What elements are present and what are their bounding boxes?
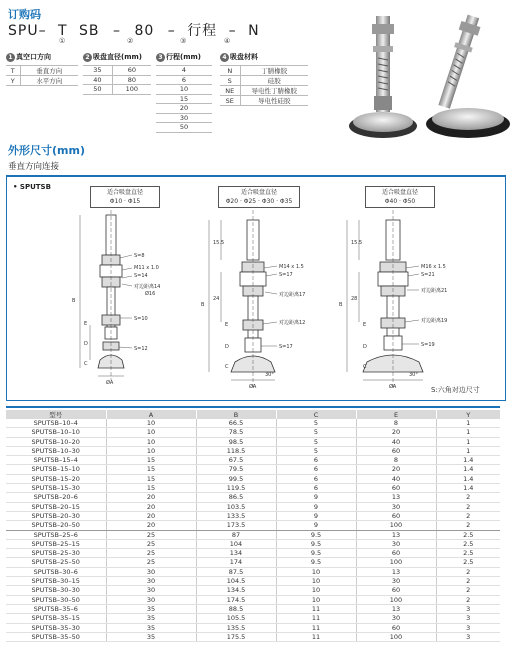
marker-4: ④ bbox=[224, 37, 231, 45]
table-cell: 174 bbox=[196, 558, 276, 567]
table-cell: 3 bbox=[436, 604, 500, 613]
table-row bbox=[6, 428, 500, 437]
code-diameter: 80 bbox=[134, 23, 155, 39]
table-cell: 9 bbox=[276, 511, 356, 520]
table-cell: 1.4 bbox=[436, 456, 500, 465]
table-cell: 133.5 bbox=[196, 511, 276, 520]
svg-text:S=17: S=17 bbox=[279, 344, 293, 350]
table-cell: 2.5 bbox=[436, 539, 500, 548]
table-cell: 2 bbox=[436, 567, 500, 576]
table-cell: 175.5 bbox=[196, 632, 276, 641]
table-cell: SPUTSB–30–15 bbox=[6, 577, 106, 586]
table-row bbox=[6, 539, 500, 548]
table-cell: 15 bbox=[106, 465, 196, 474]
table-cell: 2 bbox=[436, 586, 500, 595]
table-cell: 30 bbox=[106, 586, 196, 595]
table-cell: 30 bbox=[106, 567, 196, 576]
dimensions-subtitle: 垂直方向连接 bbox=[8, 162, 60, 172]
table-cell: 6 bbox=[276, 456, 356, 465]
svg-text:S=8: S=8 bbox=[134, 253, 145, 259]
table-cell: 1.4 bbox=[436, 474, 500, 483]
code-series: SB bbox=[79, 23, 100, 39]
svg-text:ØA: ØA bbox=[106, 380, 114, 386]
table-cell: SPUTSB–10–4 bbox=[6, 419, 106, 428]
table-cell: 2 bbox=[436, 502, 500, 511]
table-cell: 15 bbox=[106, 474, 196, 483]
column-header: B bbox=[196, 410, 276, 419]
table-cell: 1.4 bbox=[436, 484, 500, 493]
column-header: A bbox=[106, 410, 196, 419]
svg-text:对边距离17: 对边距离17 bbox=[279, 292, 306, 298]
svg-text:E: E bbox=[363, 322, 367, 328]
table-cell: SPUTSB–25–15 bbox=[6, 539, 106, 548]
table-cell: 35 bbox=[106, 632, 196, 641]
table-cell: 30 bbox=[106, 577, 196, 586]
table-cell: 30 bbox=[356, 502, 436, 511]
svg-text:对边距离19: 对边距离19 bbox=[421, 318, 448, 324]
svg-text:ØA: ØA bbox=[389, 384, 397, 390]
table-cell: 2 bbox=[436, 511, 500, 520]
table-cell: 5 bbox=[276, 437, 356, 446]
svg-text:C: C bbox=[363, 364, 367, 370]
svg-text:B: B bbox=[339, 302, 343, 308]
table-cell: 9.5 bbox=[276, 558, 356, 567]
table-cell: 9.5 bbox=[276, 539, 356, 548]
table-cell: SPUTSB–15–20 bbox=[6, 474, 106, 483]
table-cell: 134.5 bbox=[196, 586, 276, 595]
marker-1: ① bbox=[59, 37, 66, 45]
svg-text:D: D bbox=[84, 341, 88, 347]
svg-text:S=17: S=17 bbox=[279, 272, 293, 278]
table-cell: 11 bbox=[276, 632, 356, 641]
table-cell: 100 bbox=[356, 632, 436, 641]
table-cell: SPUTSB–25–6 bbox=[6, 530, 106, 539]
table-cell: 10 bbox=[106, 419, 196, 428]
table-cell: 3 bbox=[436, 614, 500, 623]
marker-3: ③ bbox=[180, 37, 187, 45]
table-cell: 60 bbox=[356, 586, 436, 595]
svg-text:30°: 30° bbox=[265, 372, 274, 378]
table-cell: 105.5 bbox=[196, 614, 276, 623]
drawing-3-caption: 适合吸盘直径 Φ40 · Φ50 bbox=[365, 186, 435, 208]
table-cell: 60 bbox=[356, 446, 436, 455]
table-cell: 20 bbox=[106, 493, 196, 502]
table-cell: 25 bbox=[106, 530, 196, 539]
table-cell: 40 bbox=[356, 437, 436, 446]
code-dash: – bbox=[167, 23, 176, 39]
table-row bbox=[6, 437, 500, 446]
table-cell: SPUTSB–25–50 bbox=[6, 558, 106, 567]
table-cell: 100 bbox=[356, 595, 436, 604]
table-cell: 103.5 bbox=[196, 502, 276, 511]
table-row bbox=[6, 623, 500, 632]
svg-text:15.5: 15.5 bbox=[213, 240, 225, 246]
table-cell: 99.5 bbox=[196, 474, 276, 483]
table-row bbox=[6, 511, 500, 520]
table-cell: 30 bbox=[356, 614, 436, 623]
table-cell: SPUTSB–10–30 bbox=[6, 446, 106, 455]
table-cell: SPUTSB–15–10 bbox=[6, 465, 106, 474]
table-cell: 2 bbox=[436, 577, 500, 586]
svg-text:B: B bbox=[201, 302, 205, 308]
table-cell: 13 bbox=[356, 567, 436, 576]
table-cell: 13 bbox=[356, 493, 436, 502]
table-cell: 13 bbox=[356, 604, 436, 613]
table-row bbox=[6, 493, 500, 502]
table-cell: 10 bbox=[276, 595, 356, 604]
table-cell: 1.4 bbox=[436, 465, 500, 474]
code-stroke: 行程 bbox=[187, 23, 218, 39]
table-row bbox=[6, 456, 500, 465]
drawing-2-caption: 适合吸盘直径 Φ20 · Φ25 · Φ30 · Φ35 bbox=[218, 186, 300, 208]
table-cell: 78.5 bbox=[196, 428, 276, 437]
table-cell: 1 bbox=[436, 419, 500, 428]
table-cell: SPUTSB–20–50 bbox=[6, 521, 106, 530]
table-cell: 30 bbox=[356, 539, 436, 548]
code-material: N bbox=[248, 23, 260, 39]
svg-text:C: C bbox=[225, 364, 229, 370]
svg-text:对边距离12: 对边距离12 bbox=[279, 320, 306, 326]
table-row bbox=[6, 567, 500, 576]
table-cell: 10 bbox=[106, 428, 196, 437]
series-label: • SPUTSB bbox=[13, 183, 51, 191]
table-row bbox=[6, 595, 500, 604]
table-cell: 60 bbox=[356, 623, 436, 632]
dimensions-title: 外形尺寸(mm) bbox=[8, 144, 85, 157]
table-cell: 2 bbox=[436, 595, 500, 604]
table-cell: SPUTSB–30–30 bbox=[6, 586, 106, 595]
table-cell: 88.5 bbox=[196, 604, 276, 613]
table-cell: 6 bbox=[276, 465, 356, 474]
table-cell: 6 bbox=[276, 474, 356, 483]
table-cell: 5 bbox=[276, 446, 356, 455]
table-cell: SPUTSB–30–6 bbox=[6, 567, 106, 576]
table-cell: 135.5 bbox=[196, 623, 276, 632]
table-cell: 98.5 bbox=[196, 437, 276, 446]
drawing-1 bbox=[50, 210, 190, 395]
code-prefix: SPU bbox=[8, 23, 39, 39]
table-cell: 8 bbox=[356, 419, 436, 428]
table-cell: 35 bbox=[106, 604, 196, 613]
table-row bbox=[6, 549, 500, 558]
table-cell: 104.5 bbox=[196, 577, 276, 586]
svg-text:对边距离21: 对边距离21 bbox=[421, 288, 448, 294]
table-row bbox=[6, 614, 500, 623]
table-cell: 2.5 bbox=[436, 558, 500, 567]
spec-table-wrap bbox=[6, 406, 500, 642]
table-cell: 11 bbox=[276, 614, 356, 623]
table-cell: 100 bbox=[356, 558, 436, 567]
table-cell: 87 bbox=[196, 530, 276, 539]
table-row bbox=[6, 577, 500, 586]
svg-text:E: E bbox=[225, 322, 229, 328]
table-cell: 2.5 bbox=[436, 530, 500, 539]
table-cell: 15 bbox=[106, 456, 196, 465]
table-cell: SPUTSB–20–15 bbox=[6, 502, 106, 511]
table-cell: SPUTSB–35–6 bbox=[6, 604, 106, 613]
svg-text:ØA: ØA bbox=[249, 384, 257, 390]
table-cell: SPUTSB–20–6 bbox=[6, 493, 106, 502]
table-cell: 11 bbox=[276, 623, 356, 632]
option-stroke: 3 行程(mm) 4 6 10 15 20 30 50 bbox=[156, 52, 212, 133]
table-row bbox=[6, 465, 500, 474]
option-material: 4 吸盘材料 N 丁腈橡胶 S 硅胶 NE 导电性丁腈橡胶 SE 导电性硅胶 bbox=[220, 52, 308, 106]
table-row bbox=[6, 502, 500, 511]
spec-table bbox=[6, 410, 500, 642]
table-cell: 9 bbox=[276, 493, 356, 502]
product-photo bbox=[338, 4, 528, 144]
code-dash: – bbox=[113, 23, 121, 39]
svg-text:Ø16: Ø16 bbox=[145, 291, 156, 297]
table-row bbox=[6, 474, 500, 483]
column-header: C bbox=[276, 410, 356, 419]
table-row bbox=[6, 558, 500, 567]
column-header: Y bbox=[436, 410, 500, 419]
table-cell: 2.5 bbox=[436, 549, 500, 558]
table-cell: 3 bbox=[436, 632, 500, 641]
table-cell: 86.5 bbox=[196, 493, 276, 502]
table-cell: 8 bbox=[356, 456, 436, 465]
table-cell: 100 bbox=[356, 521, 436, 530]
svg-text:D: D bbox=[363, 344, 367, 350]
table-cell: 60 bbox=[356, 549, 436, 558]
svg-text:E: E bbox=[84, 321, 88, 327]
table-cell: SPUTSB–30–50 bbox=[6, 595, 106, 604]
drawing-3 bbox=[335, 210, 485, 395]
table-row bbox=[6, 446, 500, 455]
table-cell: 20 bbox=[106, 511, 196, 520]
table-cell: 104 bbox=[196, 539, 276, 548]
table-cell: 25 bbox=[106, 558, 196, 567]
table-row bbox=[6, 632, 500, 641]
table-cell: 10 bbox=[276, 577, 356, 586]
table-cell: 9.5 bbox=[276, 530, 356, 539]
table-cell: SPUTSB–35–50 bbox=[6, 632, 106, 641]
table-cell: 6 bbox=[276, 484, 356, 493]
table-cell: 2 bbox=[436, 521, 500, 530]
table-cell: 10 bbox=[276, 586, 356, 595]
table-cell: 20 bbox=[106, 521, 196, 530]
table-cell: 174.5 bbox=[196, 595, 276, 604]
table-cell: SPUTSB–25–30 bbox=[6, 549, 106, 558]
table-cell: 87.5 bbox=[196, 567, 276, 576]
table-cell: 11 bbox=[276, 604, 356, 613]
table-cell: 20 bbox=[106, 502, 196, 511]
table-cell: 173.5 bbox=[196, 521, 276, 530]
table-cell: 20 bbox=[356, 465, 436, 474]
table-cell: 60 bbox=[356, 511, 436, 520]
code-direction: T bbox=[58, 23, 68, 39]
table-cell: 118.5 bbox=[196, 446, 276, 455]
table-cell: 66.5 bbox=[196, 419, 276, 428]
svg-text:M11 x 1.0: M11 x 1.0 bbox=[134, 265, 159, 271]
table-cell: 3 bbox=[436, 623, 500, 632]
svg-text:M16 x 1.5: M16 x 1.5 bbox=[421, 264, 446, 270]
table-cell: 9 bbox=[276, 521, 356, 530]
table-cell: 9 bbox=[276, 502, 356, 511]
table-cell: 1 bbox=[436, 428, 500, 437]
table-cell: 2 bbox=[436, 493, 500, 502]
svg-text:28: 28 bbox=[351, 296, 358, 302]
option-direction: 1 真空口方向 T 垂直方向 Y 水平方向 bbox=[6, 52, 78, 86]
svg-text:S=14: S=14 bbox=[134, 273, 148, 279]
column-header: 型号 bbox=[6, 410, 106, 419]
svg-text:B: B bbox=[72, 298, 76, 304]
table-row bbox=[6, 530, 500, 539]
table-row bbox=[6, 484, 500, 493]
marker-2: ② bbox=[127, 37, 134, 45]
table-cell: 10 bbox=[106, 446, 196, 455]
table-cell: SPUTSB–10–20 bbox=[6, 437, 106, 446]
code-dash: – bbox=[228, 23, 237, 39]
table-cell: SPUTSB–15–4 bbox=[6, 456, 106, 465]
table-cell: SPUTSB–35–30 bbox=[6, 623, 106, 632]
table-cell: 5 bbox=[276, 419, 356, 428]
table-row bbox=[6, 419, 500, 428]
svg-text:S=10: S=10 bbox=[134, 316, 148, 322]
table-row bbox=[6, 586, 500, 595]
table-cell: 67.5 bbox=[196, 456, 276, 465]
svg-text:D: D bbox=[225, 344, 229, 350]
order-code bbox=[8, 20, 260, 40]
table-cell: SPUTSB–10–10 bbox=[6, 428, 106, 437]
table-cell: 1 bbox=[436, 437, 500, 446]
table-cell: 5 bbox=[276, 428, 356, 437]
svg-text:15.5: 15.5 bbox=[351, 240, 363, 246]
table-cell: 35 bbox=[106, 623, 196, 632]
table-cell: 35 bbox=[106, 614, 196, 623]
table-cell: 13 bbox=[356, 530, 436, 539]
table-cell: 25 bbox=[106, 539, 196, 548]
drawing-2 bbox=[195, 210, 335, 395]
option-diameter: 2 吸盘直径(mm) 35 60 40 80 50 100 bbox=[83, 52, 151, 95]
table-cell: 30 bbox=[356, 577, 436, 586]
order-code-title: 订购码 bbox=[8, 8, 41, 21]
table-cell: 25 bbox=[106, 549, 196, 558]
table-row bbox=[6, 521, 500, 530]
svg-text:S=12: S=12 bbox=[134, 346, 148, 352]
table-cell: 10 bbox=[276, 567, 356, 576]
svg-text:S=21: S=21 bbox=[421, 272, 435, 278]
hex-note: S:六角对边尺寸 bbox=[431, 386, 480, 394]
table-row bbox=[6, 604, 500, 613]
table-cell: 10 bbox=[106, 437, 196, 446]
svg-text:S=19: S=19 bbox=[421, 342, 435, 348]
svg-text:M14 x 1.5: M14 x 1.5 bbox=[279, 264, 304, 270]
table-cell: 1 bbox=[436, 446, 500, 455]
svg-text:24: 24 bbox=[213, 296, 220, 302]
svg-text:对边距离14: 对边距离14 bbox=[134, 284, 161, 290]
table-cell: 119.5 bbox=[196, 484, 276, 493]
table-cell: 40 bbox=[356, 474, 436, 483]
table-cell: 134 bbox=[196, 549, 276, 558]
table-cell: 30 bbox=[106, 595, 196, 604]
column-header: E bbox=[356, 410, 436, 419]
table-cell: 20 bbox=[356, 428, 436, 437]
table-cell: SPUTSB–35–15 bbox=[6, 614, 106, 623]
table-cell: 15 bbox=[106, 484, 196, 493]
svg-text:C: C bbox=[84, 361, 88, 367]
table-cell: 79.5 bbox=[196, 465, 276, 474]
table-cell: 9.5 bbox=[276, 549, 356, 558]
svg-text:30°: 30° bbox=[409, 372, 418, 378]
table-cell: 60 bbox=[356, 484, 436, 493]
table-cell: SPUTSB–15–30 bbox=[6, 484, 106, 493]
drawing-1-caption: 适合吸盘直径 Φ10 · Φ15 bbox=[90, 186, 160, 208]
table-cell: SPUTSB–20–30 bbox=[6, 511, 106, 520]
code-dash: – bbox=[38, 23, 47, 39]
